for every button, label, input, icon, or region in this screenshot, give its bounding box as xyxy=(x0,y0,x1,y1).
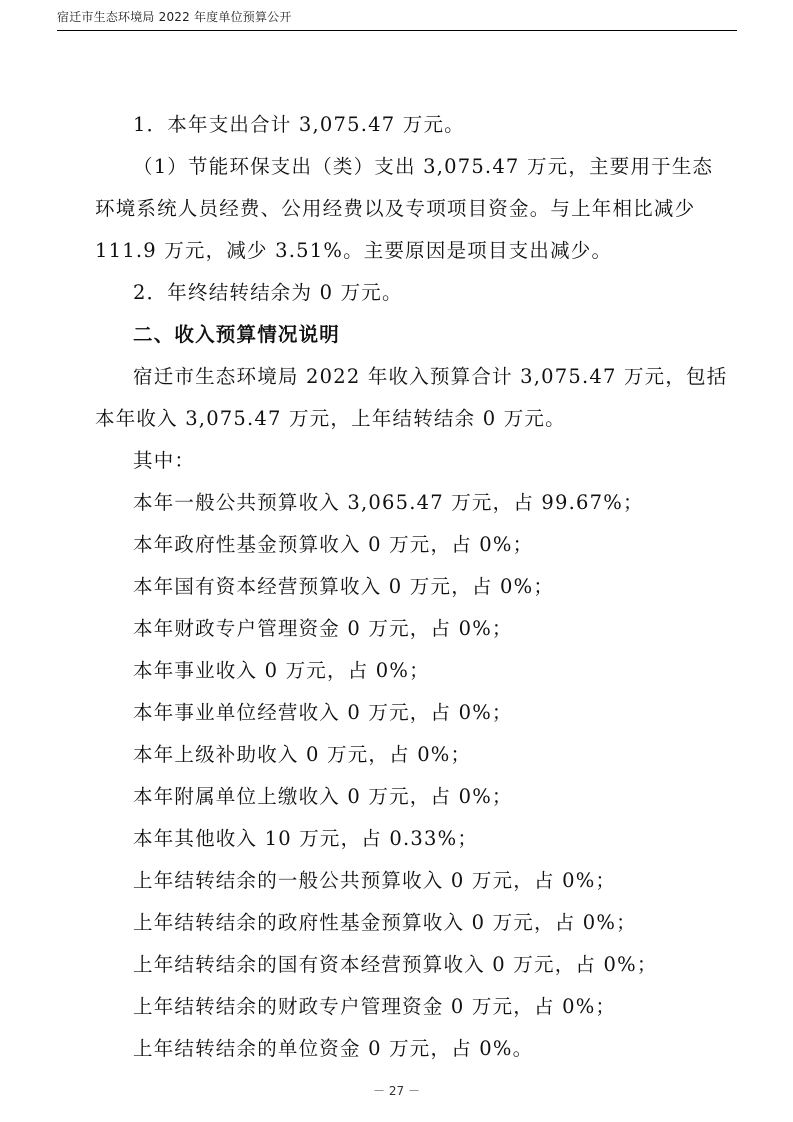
paragraph-line: 本年政府性基金预算收入 0 万元，占 0%； xyxy=(133,533,534,556)
paragraph-line: 2．年终结转结余为 0 万元。 xyxy=(133,281,403,304)
paragraph-line: 上年结转结余的国有资本经营预算收入 0 万元，占 0%； xyxy=(133,953,658,976)
document-body xyxy=(95,104,728,1070)
paragraph-line: 本年事业单位经营收入 0 万元，占 0%； xyxy=(133,701,513,724)
paragraph-line: 上年结转结余的一般公共预算收入 0 万元，占 0%； xyxy=(133,869,617,892)
section-heading: 二、收入预算情况说明 xyxy=(133,323,341,346)
paragraph-line: 上年结转结余的单位资金 0 万元，占 0%。 xyxy=(133,1037,534,1060)
document-header: 宿迁市生态环境局 2022 年度单位预算公开 xyxy=(57,10,292,24)
paragraph-line: 本年附属单位上缴收入 0 万元，占 0%； xyxy=(133,785,513,808)
paragraph-line: 宿迁市生态环境局 2022 年收入预算合计 3,075.47 万元，包括 xyxy=(133,365,728,388)
paragraph-line: 本年事业收入 0 万元，占 0%； xyxy=(133,659,430,682)
paragraph-line: 1．本年支出合计 3,075.47 万元。 xyxy=(133,113,465,136)
paragraph-line: 本年财政专户管理资金 0 万元，占 0%； xyxy=(133,617,513,640)
paragraph-line: 上年结转结余的政府性基金预算收入 0 万元，占 0%； xyxy=(133,911,637,934)
paragraph-line: 本年上级补助收入 0 万元，占 0%； xyxy=(133,743,472,766)
paragraph-line: 本年其他收入 10 万元，占 0.33%； xyxy=(133,827,479,850)
page-number: － 27 － xyxy=(373,1084,420,1098)
paragraph-line: 本年收入 3,075.47 万元，上年结转结余 0 万元。 xyxy=(95,407,566,430)
header-divider xyxy=(57,30,737,31)
paragraph-line: （1）节能环保支出（类）支出 3,075.47 万元，主要用于生态 xyxy=(133,155,714,178)
paragraph-line: 上年结转结余的财政专户管理资金 0 万元，占 0%； xyxy=(133,995,617,1018)
paragraph-line: 111.9 万元，减少 3.51%。主要原因是项目支出减少。 xyxy=(95,239,613,262)
paragraph-line: 本年国有资本经营预算收入 0 万元，占 0%； xyxy=(133,575,555,598)
paragraph-line: 其中： xyxy=(133,449,196,472)
paragraph-line: 本年一般公共预算收入 3,065.47 万元，占 99.67%； xyxy=(133,491,644,514)
paragraph-line: 环境系统人员经费、公用经费以及专项项目资金。与上年相比减少 xyxy=(95,197,696,220)
